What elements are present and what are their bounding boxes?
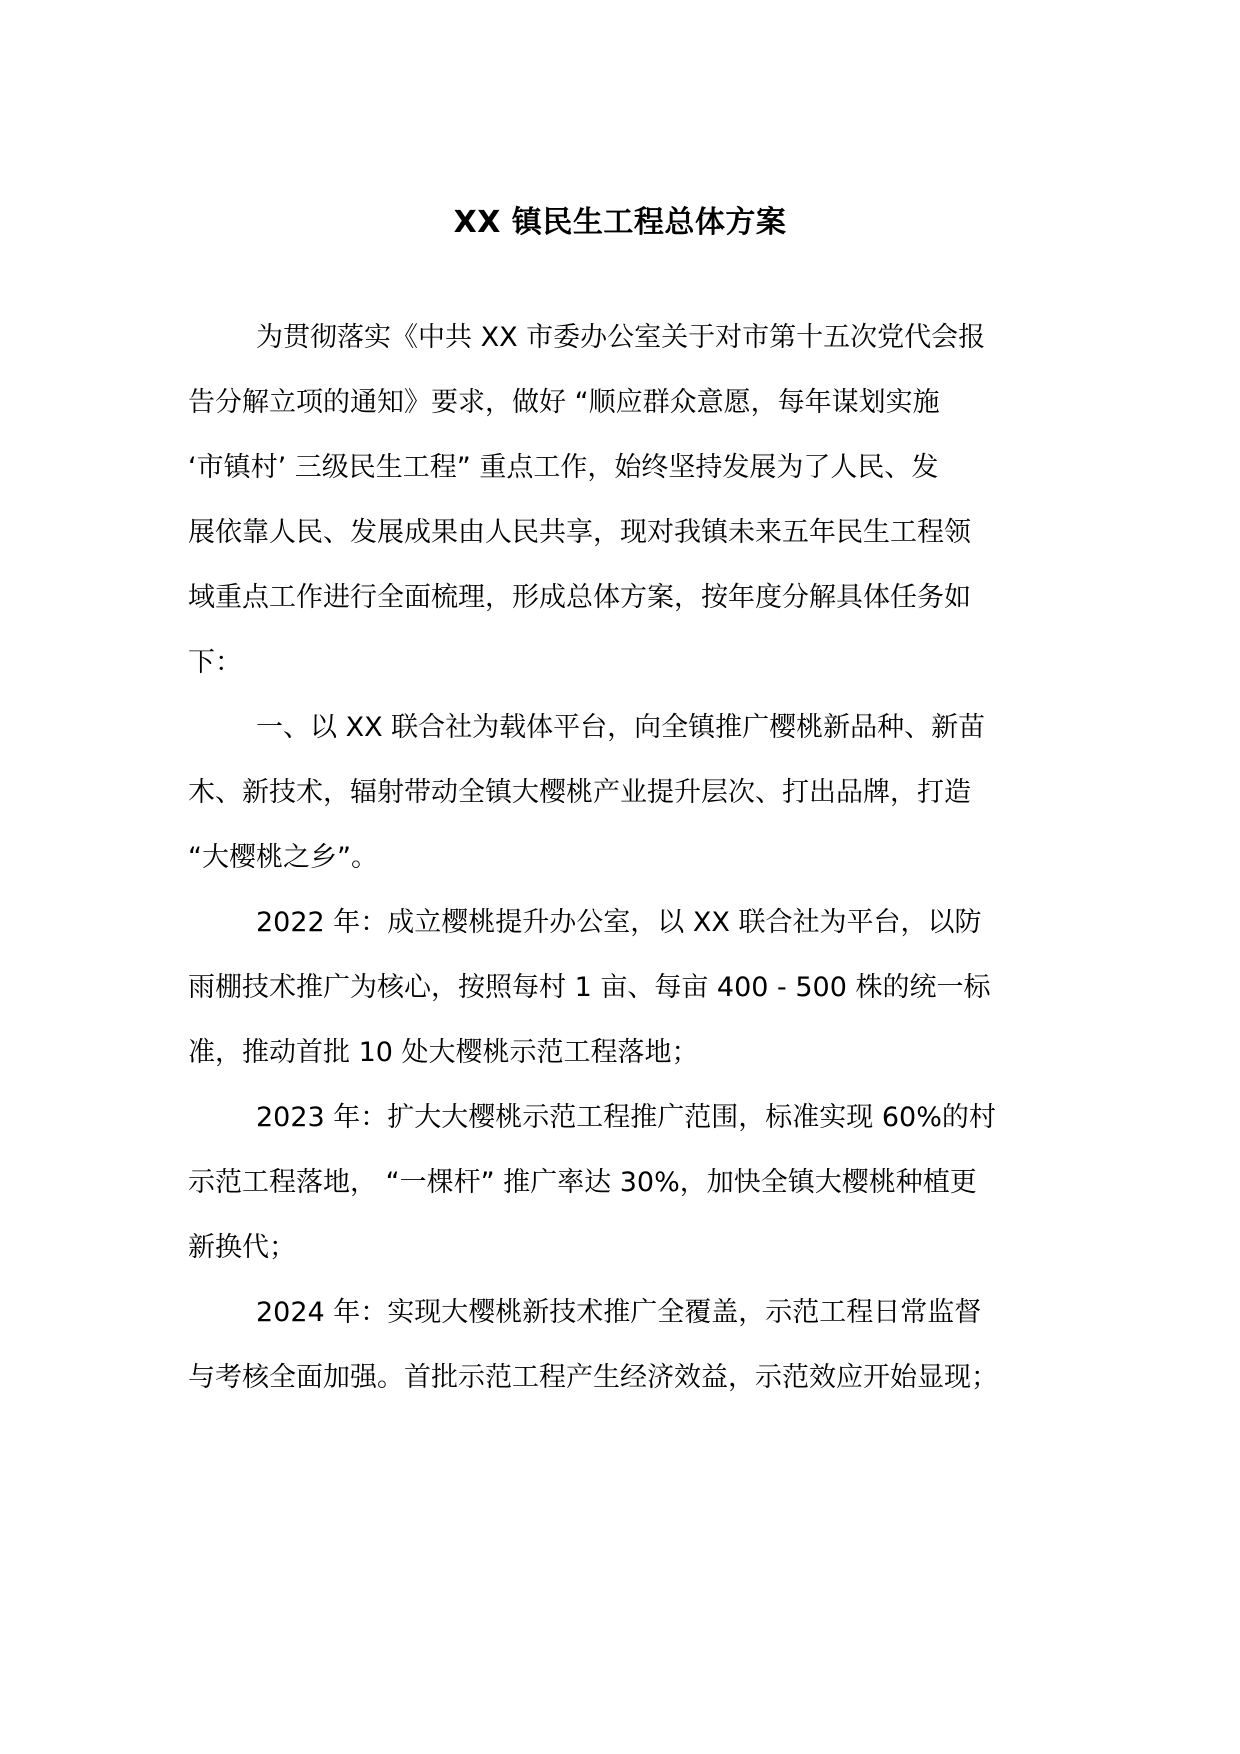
body-line: 2023 年：扩大大樱桃示范工程推广范围，标准实现 60%的村 (256, 1102, 996, 1133)
body-line: 木、新技术，辐射带动全镇大樱桃产业提升层次、打出品牌，打造 (188, 777, 971, 808)
body-line: 域重点工作进行全面梳理，形成总体方案，按年度分解具体任务如 (188, 582, 971, 613)
body-line: “大樱桃之乡”。 (188, 842, 378, 873)
body-line: 示范工程落地， “一棵杆” 推广率达 30%，加快全镇大樱桃种植更 (188, 1167, 977, 1198)
body-line: 展依靠人民、发展成果由人民共享，现对我镇未来五年民生工程领 (188, 517, 971, 548)
body-line: 2022 年：成立樱桃提升办公室，以 XX 联合社为平台，以防 (256, 907, 982, 938)
body-line: 与考核全面加强。首批示范工程产生经济效益，示范效应开始显现； (188, 1362, 998, 1393)
document-title: XX 镇民生工程总体方案 (453, 205, 787, 240)
body-line: 下： (188, 647, 242, 678)
body-line: 一、以 XX 联合社为载体平台，向全镇推广樱桃新品种、新苗 (256, 712, 986, 743)
body-line: 告分解立项的通知》要求，做好 “顺应群众意愿，每年谋划实施 (188, 387, 940, 418)
document-body (188, 305, 1058, 1410)
body-line: ‘市镇村’ 三级民生工程” 重点工作，始终坚持发展为了人民、发 (188, 452, 939, 483)
body-line: 2024 年：实现大樱桃新技术推广全覆盖，示范工程日常监督 (256, 1297, 982, 1328)
body-line: 新换代； (188, 1232, 296, 1263)
body-line: 雨棚技术推广为核心，按照每村 1 亩、每亩 400 - 500 株的统一标 (188, 972, 991, 1003)
body-line: 准，推动首批 10 处大樱桃示范工程落地； (188, 1037, 699, 1068)
body-line: 为贯彻落实《中共 XX 市委办公室关于对市第十五次党代会报 (256, 322, 986, 353)
